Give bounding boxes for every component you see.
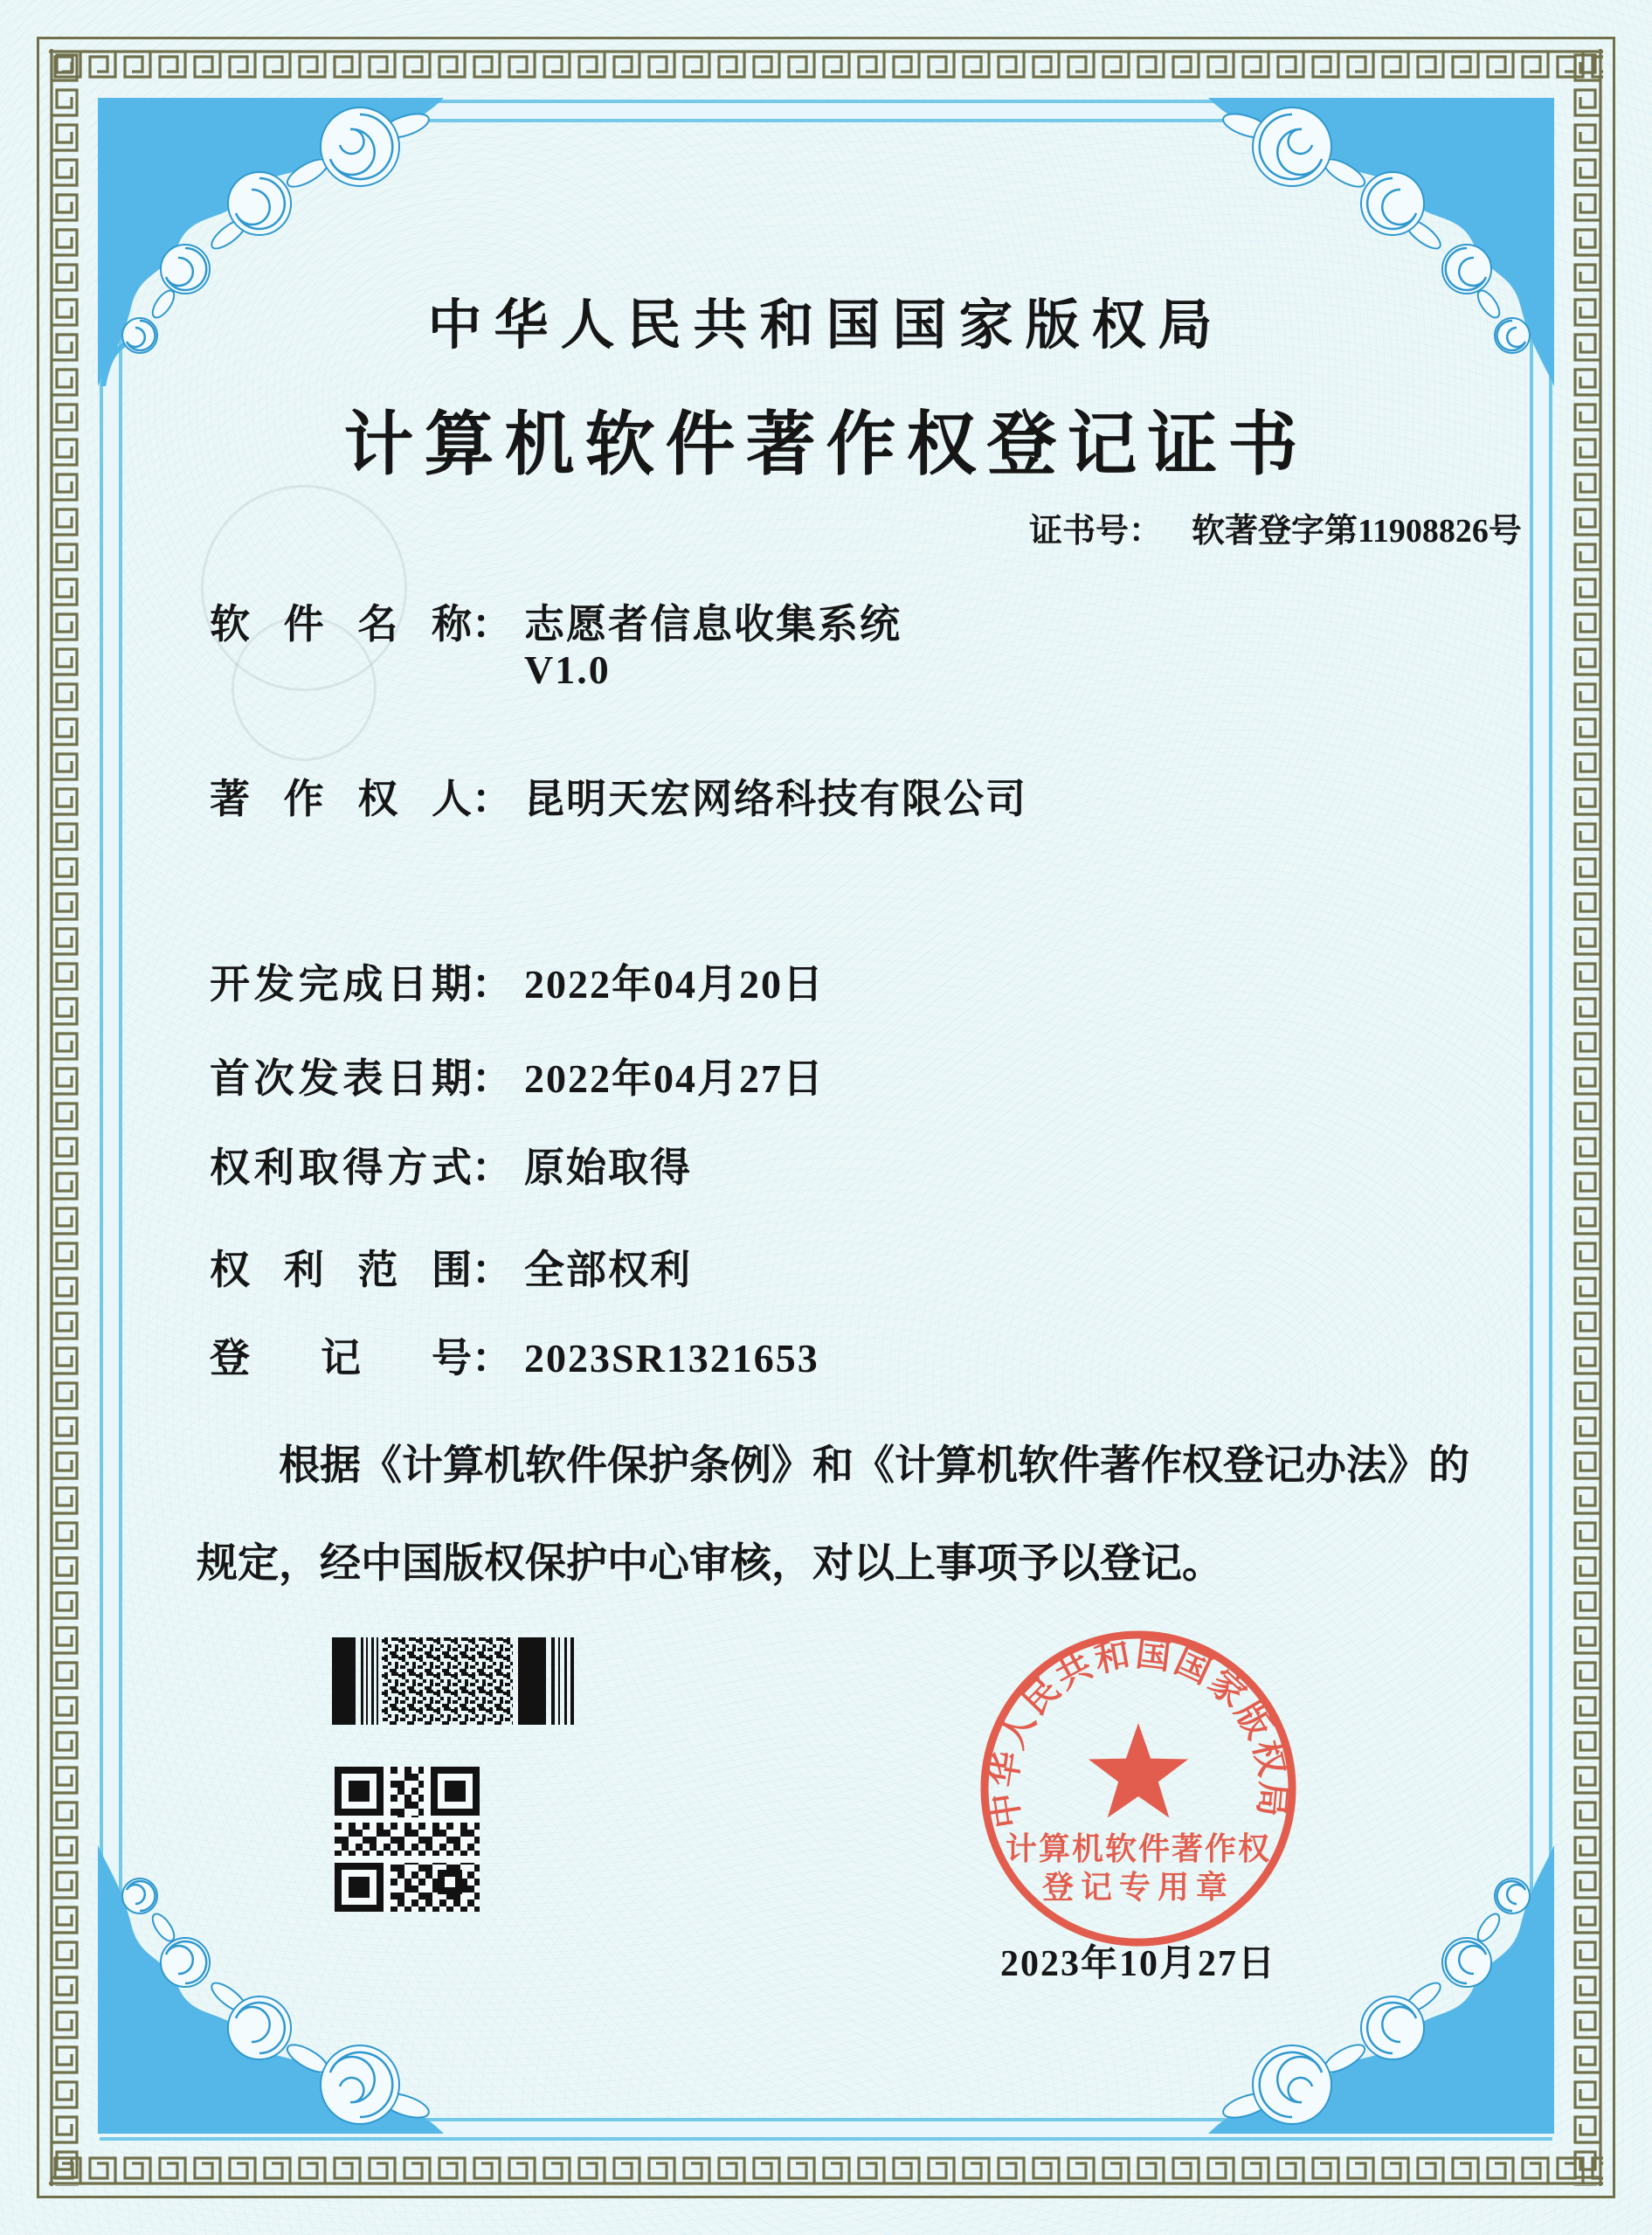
field-value: 志愿者信息收集系统	[524, 602, 902, 647]
greek-key-border-right	[1572, 49, 1603, 2186]
field-row-rights-scope	[210, 1238, 692, 1296]
greek-key-border-top	[49, 49, 1603, 80]
statement-line-2: 规定，经中国版权保护中心审核，对以上事项予以登记。	[197, 1541, 1223, 1587]
field-value: 2022年04月20日	[524, 962, 825, 1007]
field-label: 权利范围	[210, 1248, 472, 1292]
greek-key-border-bottom	[49, 2155, 1603, 2186]
field-row-first-publish-date	[210, 1047, 825, 1104]
field-value-version: V1.0	[524, 647, 611, 692]
barcode-icon	[332, 1637, 575, 1725]
certificate-number-label: 证书号：	[1029, 513, 1163, 550]
field-label: 开发完成日期	[210, 962, 472, 1007]
field-colon: ：	[472, 962, 512, 1007]
field-value: 原始取得	[524, 1145, 692, 1190]
field-label: 登记号	[210, 1336, 472, 1380]
field-row-software-name	[210, 592, 902, 650]
issue-date: 2023年10月27日	[999, 1944, 1276, 1984]
field-label: 软件名称	[210, 602, 472, 647]
field-colon: ：	[472, 1056, 512, 1101]
field-label: 著作权人	[210, 777, 472, 821]
field-value: 全部权利	[524, 1248, 692, 1292]
certificate-number-value: 软著登字第11908826号	[1192, 513, 1522, 550]
field-colon: ：	[472, 1336, 512, 1380]
field-row-dev-complete-date	[210, 952, 825, 1010]
field-value: 2023SR1321653	[524, 1336, 819, 1380]
certificate-number	[1029, 503, 1522, 551]
field-colon: ：	[472, 1145, 512, 1190]
field-colon: ：	[472, 777, 512, 821]
field-value: 2022年04月27日	[524, 1056, 825, 1101]
authority-title: 中华人民共和国国家版权局	[427, 296, 1225, 356]
field-value: 昆明天宏网络科技有限公司	[524, 777, 1027, 821]
seal-text-line1: 计算机软件著作权	[1005, 1831, 1272, 1866]
seal-star-icon	[1089, 1723, 1188, 1818]
seal-arc-text: 中华人民共和国国家版权局	[983, 1633, 1294, 1831]
field-row-copyright-owner	[210, 767, 1027, 825]
statement-line-1: 根据《计算机软件保护条例》和《计算机软件著作权登记办法》的	[279, 1443, 1469, 1489]
field-colon: ：	[472, 602, 512, 647]
qr-code-icon	[335, 1767, 480, 1912]
seal-text-line2: 登记专用章	[1041, 1870, 1235, 1905]
official-seal	[975, 1625, 1302, 1952]
field-label: 首次发表日期	[210, 1056, 472, 1101]
field-row-registration-number	[210, 1326, 819, 1384]
field-row-rights-acquisition	[210, 1136, 692, 1194]
certificate-title: 计算机软件著作权登记证书	[343, 407, 1309, 484]
field-colon: ：	[472, 1248, 512, 1292]
registration-statement	[197, 1417, 1488, 1613]
field-label: 权利取得方式	[210, 1145, 472, 1190]
greek-key-border-left	[49, 49, 80, 2186]
